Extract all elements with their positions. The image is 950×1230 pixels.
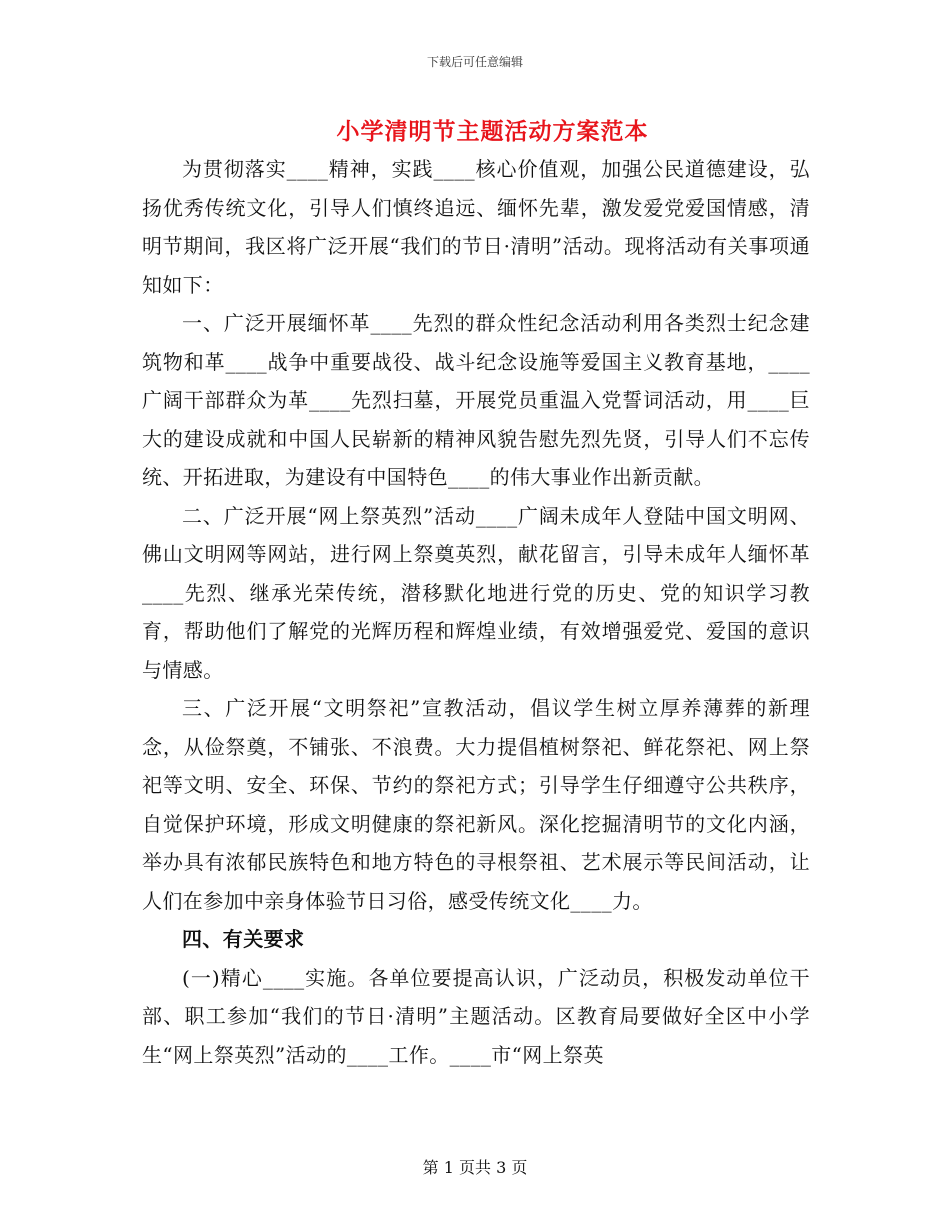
header-note: 下载后可任意编辑 [426, 55, 523, 69]
section-three-paragraph: 三、广泛开展“文明祭祀”宣教活动，倡议学生树立厚养薄葬的新理念，从俭祭奠，不铺张、不浪费。大力提倡植树祭祀、鲜花祭祀、网上祭祀等文明、安全、环保、节约的祭祀方式；引导学生仔细遵守公共秩序，自觉保护环境，形成文明健康的祭祀新风。深化挖掘清明节的文化内涵，举办具有浓郁民族特色和地方特色的寻根祭祖、艺术展示等民间活动，让人们在参加中亲身体验节日习俗，感受传统文化____力。 [142, 696, 810, 913]
requirement-one-paragraph: (一)精心____实施。各单位要提高认识，广泛动员，积极发动单位干部、职工参加“我们的节日·清明”主题活动。区教育局要做好全区中小学生“网上祭英烈”活动的____工作。____市“网上祭英 [142, 965, 810, 1067]
section-four-heading: 四、有关要求 [182, 927, 305, 951]
document-body [142, 150, 810, 1074]
document-title: 小学清明节主题活动方案范本 [336, 118, 649, 145]
page-footer: 第 1 页共 3 页 [422, 1158, 528, 1177]
intro-paragraph: 为贯彻落实____精神，实践____核心价值观，加强公民道德建设，弘扬优秀传统文化，引导人们慎终追远、缅怀先辈，激发爱党爱国情感，清明节期间，我区将广泛开展“我们的节日·清明”活动。现将活动有关事项通知如下： [142, 157, 810, 297]
section-one-paragraph: 一、广泛开展缅怀革____先烈的群众性纪念活动利用各类烈士纪念建筑物和革____战争中重要战役、战斗纪念设施等爱国主义教育基地，____广阔干部群众为革____先烈扫墓，开展党员重温入党誓词活动，用____巨大的建设成就和中国人民崭新的精神风貌告慰先烈先贤，引导人们不忘传统、开拓进取，为建设有中国特色____的伟大事业作出新贡献。 [142, 311, 810, 489]
section-two-paragraph: 二、广泛开展“网上祭英烈”活动____广阔未成年人登陆中国文明网、佛山文明网等网站，进行网上祭奠英烈，献花留言，引导未成年人缅怀革____先烈、继承光荣传统，潜移默化地进行党的历史、党的知识学习教育，帮助他们了解党的光辉历程和辉煌业绩，有效增强爱党、爱国的意识与情感。 [142, 503, 810, 682]
